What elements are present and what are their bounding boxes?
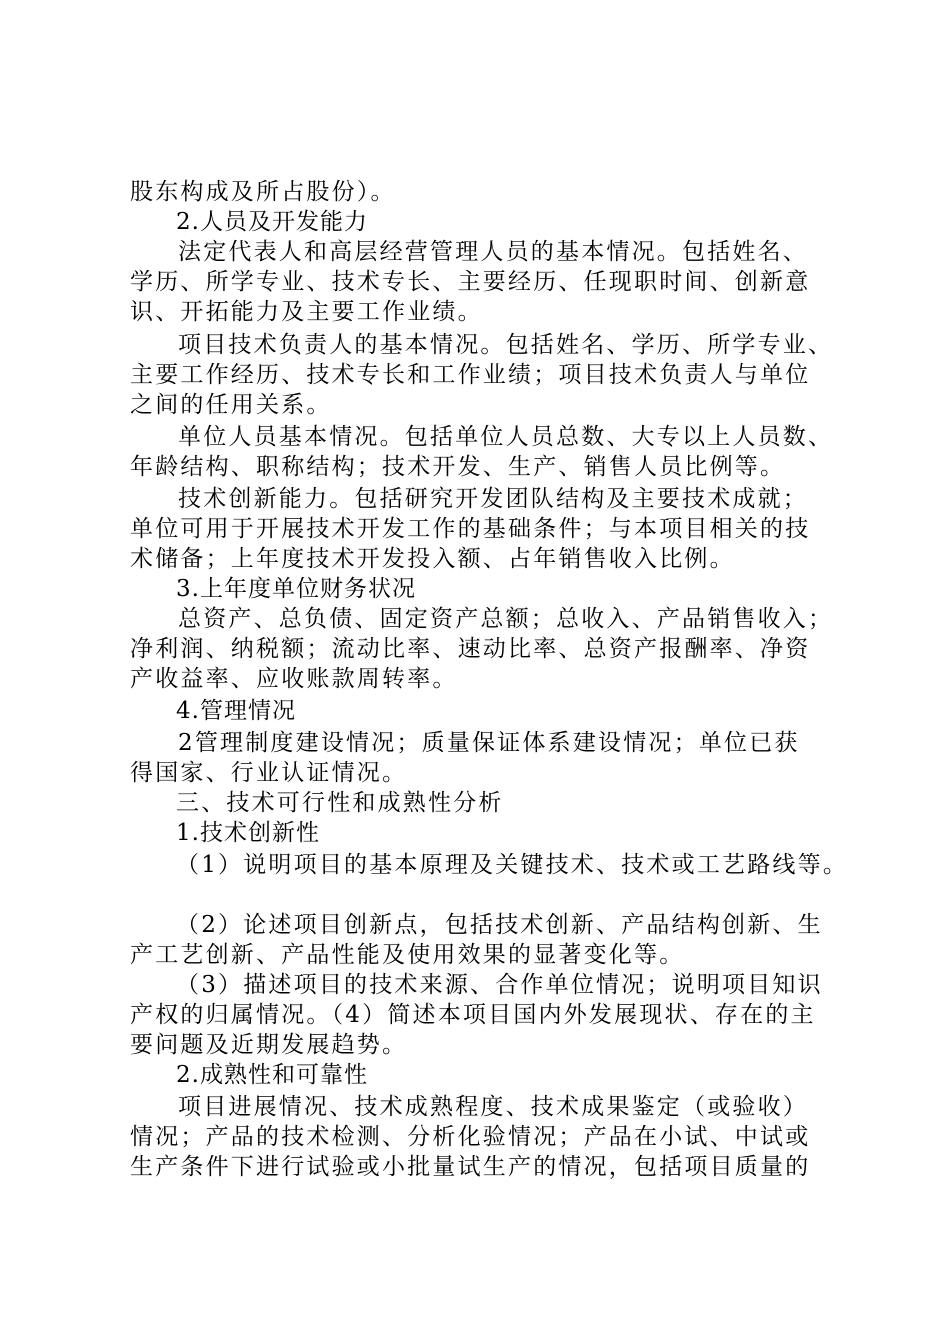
text-line: 项目技术负责人的基本情况。包括姓名、学历、所学专业、 bbox=[178, 332, 834, 358]
section-heading: 4.管理情况 bbox=[176, 698, 296, 724]
text-line: （1）说明项目的基本原理及关键技术、技术或工艺路线等。 bbox=[176, 852, 849, 878]
text-line: 股东构成及所占股份）。 bbox=[130, 179, 396, 205]
section-heading: 2.成熟性和可靠性 bbox=[176, 1062, 368, 1088]
section-heading: 3.上年度单位财务状况 bbox=[176, 576, 416, 602]
text-line: 法定代表人和高层经营管理人员的基本情况。包括姓名、 bbox=[178, 239, 808, 265]
text-line: 主要工作经历、技术专长和工作业绩；项目技术负责人与单位 bbox=[130, 362, 811, 388]
text-line: 产权的归属情况。（4）简述本项目国内外发展现状、存在的主 bbox=[130, 1002, 816, 1028]
text-line: 生产条件下进行试验或小批量试生产的情况，包括项目质量的 bbox=[130, 1154, 811, 1180]
text-line: 项目进展情况、技术成熟程度、技术成果鉴定（或验收） bbox=[178, 1094, 808, 1120]
text-line: 要问题及近期发展趋势。 bbox=[130, 1032, 408, 1058]
text-line: 2管理制度建设情况；质量保证体系建设情况；单位已获 bbox=[178, 730, 800, 756]
text-line: 产收益率、应收账款周转率。 bbox=[130, 666, 458, 692]
section-heading: 1.技术创新性 bbox=[176, 820, 320, 846]
text-line: 学历、所学专业、技术专长、主要经历、任现职时间、创新意 bbox=[130, 269, 811, 295]
text-line: 得国家、行业认证情况。 bbox=[130, 760, 408, 786]
text-line: 单位可用于开展技术开发工作的基础条件；与本项目相关的技 bbox=[130, 516, 811, 542]
text-line: 总资产、总负债、固定资产总额；总收入、产品销售收入； bbox=[178, 606, 834, 632]
text-line: 产工艺创新、产品性能及使用效果的显著变化等。 bbox=[130, 942, 685, 968]
text-line: 识、开拓能力及主要工作业绩。 bbox=[130, 299, 483, 325]
text-line: 情况；产品的技术检测、分析化验情况；产品在小试、中试或 bbox=[130, 1124, 811, 1150]
text-line: （2）论述项目创新点，包括技术创新、产品结构创新、生 bbox=[176, 912, 823, 938]
text-line: 净利润、纳税额；流动比率、速动比率、总资产报酬率、净资 bbox=[130, 636, 811, 662]
section-heading: 三、技术可行性和成熟性分析 bbox=[176, 790, 504, 816]
text-line: 术储备；上年度技术开发投入额、占年销售收入比例。 bbox=[130, 546, 735, 572]
text-line: （3）描述项目的技术来源、合作单位情况；说明项目知识 bbox=[176, 972, 823, 998]
section-heading: 2.人员及开发能力 bbox=[176, 209, 368, 235]
text-line: 单位人员基本情况。包括单位人员总数、大专以上人员数、 bbox=[178, 424, 834, 450]
text-line: 之间的任用关系。 bbox=[130, 392, 332, 418]
text-line: 年龄结构、职称结构；技术开发、生产、销售人员比例等。 bbox=[130, 454, 786, 480]
text-line: 技术创新能力。包括研究开发团队结构及主要技术成就； bbox=[178, 486, 808, 512]
